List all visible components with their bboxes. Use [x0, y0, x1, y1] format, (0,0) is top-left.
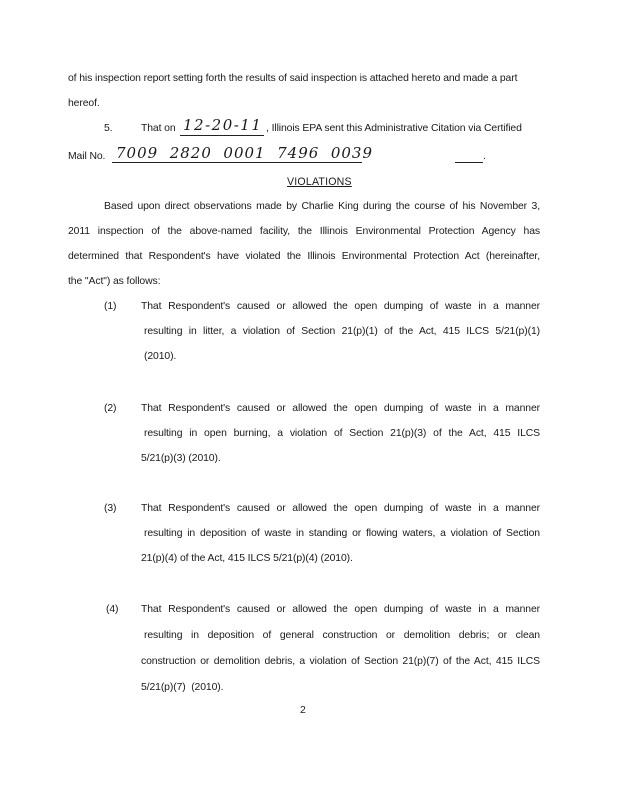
violation-4-line-2: resulting in deposition of general construction or demolition debris; or clean: [144, 630, 540, 641]
violation-2-line-2: resulting in open burning, a violation of Section 21(p)(3) of the Act, 415 ILCS: [144, 428, 540, 439]
violation-2-line-1: That Respondent's caused or allowed the open dumping of waste in a manner: [141, 403, 540, 414]
mail-trailing-line: [455, 162, 483, 163]
date-underline: [180, 135, 264, 136]
handwritten-date: 12-20-11: [183, 116, 263, 134]
mail-label: Mail No.: [68, 151, 106, 162]
violation-4-line-4: 5/21(p)(7) (2010).: [141, 682, 224, 693]
violation-1-number: (1): [104, 301, 117, 312]
violation-4-line-3: construction or demolition debris, a violation of Section 21(p)(7) of the Act, 415 ILCS: [141, 656, 540, 667]
para5-number: 5.: [104, 123, 113, 134]
violation-1-line-2: resulting in litter, a violation of Section 21(p)(1) of the Act, 415 ILCS 5/21(p)(1): [144, 326, 540, 337]
page-number: 2: [300, 704, 306, 716]
intro-line-2: hereof.: [68, 98, 100, 109]
violation-4-line-1: That Respondent's caused or allowed the open dumping of waste in a manner: [141, 604, 540, 615]
violation-1-line-1: That Respondent's caused or allowed the open dumping of waste in a manner: [141, 301, 540, 312]
violation-3-line-1: That Respondent's caused or allowed the open dumping of waste in a manner: [141, 503, 540, 514]
mail-number-underline: [112, 162, 362, 163]
body-line-4: the "Act") as follows:: [68, 276, 161, 287]
violation-2-line-3: 5/21(p)(3) (2010).: [141, 453, 221, 464]
para5-text-before: That on: [141, 123, 176, 134]
handwritten-mail-number: 7009 2820 0001 7496 0039: [116, 144, 374, 162]
violation-1-line-3: (2010).: [144, 351, 177, 362]
violation-3-line-2: resulting in deposition of waste in standing or flowing waters, a violation of Section: [144, 528, 540, 539]
violation-3-line-3: 21(p)(4) of the Act, 415 ILCS 5/21(p)(4) (2010).: [141, 553, 353, 564]
violation-2-number: (2): [104, 403, 117, 414]
body-line-2: 2011 inspection of the above-named facility, the Illinois Environmental Protection Agency has: [68, 226, 540, 237]
para5-text-after: , Illinois EPA sent this Administrative Citation via Certified: [266, 123, 522, 134]
violation-4-number: (4): [106, 604, 119, 615]
para5-trailing-period: .: [483, 151, 486, 162]
violations-heading: VIOLATIONS: [287, 176, 352, 188]
violation-3-number: (3): [104, 503, 117, 514]
body-line-3: determined that Respondent's have violated the Illinois Environmental Protection Act (hereinafter,: [68, 251, 540, 262]
body-line-1: Based upon direct observations made by Charlie King during the course of his November 3,: [104, 201, 540, 212]
intro-line-1: of his inspection report setting forth the results of said inspection is attached hereto and made a part: [68, 73, 518, 84]
